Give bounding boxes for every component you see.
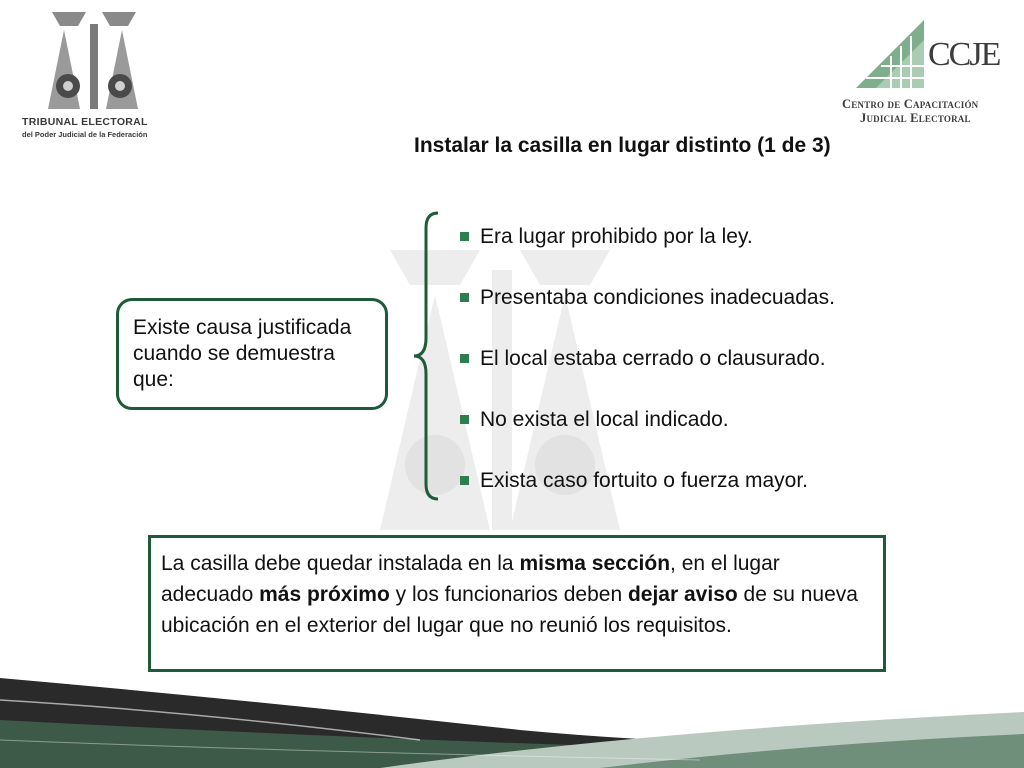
list-item <box>458 344 835 405</box>
scales-of-justice-icon <box>34 4 154 114</box>
logo-line-2: Judicial Electoral <box>860 111 971 125</box>
note-text-part: de su nueva ubicación en el exterior del lugar que no reunió los requisitos. <box>161 583 858 637</box>
list-item <box>458 222 835 283</box>
ccje-mark: CCJE <box>928 36 1000 73</box>
tribunal-electoral-logo <box>22 4 172 140</box>
logo-line-1: Centro de Capacitación <box>842 97 979 111</box>
logo-name: TRIBUNAL ELECTORAL <box>22 116 148 128</box>
reason-text: No exista el local indicado. <box>480 408 729 431</box>
list-item <box>458 466 835 527</box>
list-item <box>458 405 835 466</box>
note-text-part: , en el lugar adecuado <box>161 552 780 606</box>
slide-title: Instalar la casilla en lugar distinto (1 de 3) <box>414 134 831 157</box>
reason-text: Era lugar prohibido por la ley. <box>480 225 753 248</box>
note-emphasis: más próximo <box>259 583 390 606</box>
reason-text: El local estaba cerrado o clausurado. <box>480 347 826 370</box>
note-text-part: La casilla debe quedar instalada en la <box>161 552 520 575</box>
square-bullet-icon <box>460 293 469 302</box>
note-emphasis: misma sección <box>519 552 671 575</box>
ccje-logo <box>838 12 1008 128</box>
reason-text: Exista caso fortuito o fuerza mayor. <box>480 469 808 492</box>
reasons-list <box>458 222 835 527</box>
note-box <box>148 535 886 672</box>
building-icon <box>846 16 936 96</box>
list-item <box>458 283 835 344</box>
note-emphasis: dejar aviso <box>627 583 738 606</box>
note-text <box>161 548 873 641</box>
square-bullet-icon <box>460 232 469 241</box>
square-bullet-icon <box>460 415 469 424</box>
curly-brace-icon <box>410 210 442 502</box>
note-text-part: y los funcionarios deben <box>389 583 628 606</box>
cause-text: Existe causa justificada cuando se demuestra que: <box>133 316 352 391</box>
reason-text: Presentaba condiciones inadecuadas. <box>480 286 835 309</box>
cause-box <box>116 298 388 410</box>
logo-subtitle: del Poder Judicial de la Federación <box>22 130 148 139</box>
square-bullet-icon <box>460 476 469 485</box>
square-bullet-icon <box>460 354 469 363</box>
decorative-footer-waves <box>0 660 1024 768</box>
